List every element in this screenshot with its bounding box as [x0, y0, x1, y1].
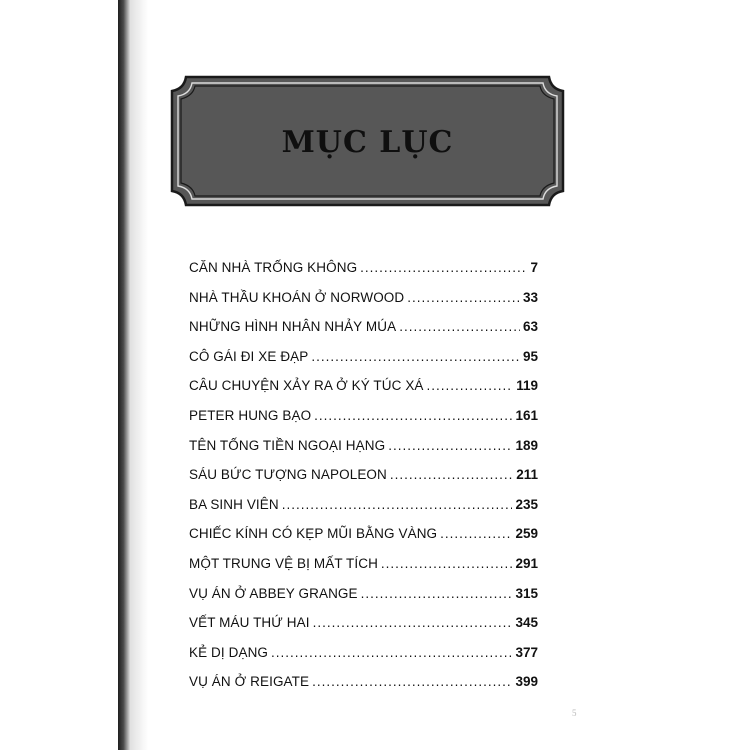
toc-entry-page: 399: [515, 674, 538, 690]
toc-entry[interactable]: [189, 378, 538, 408]
toc-entry[interactable]: [189, 615, 538, 645]
toc-entry-page: 235: [515, 496, 538, 512]
toc-leader-dots: [388, 438, 512, 453]
toc-leader-dots: [282, 497, 513, 512]
toc-entry[interactable]: [189, 645, 538, 675]
toc-entry-title: NHỮNG HÌNH NHÂN NHẢY MÚA: [189, 319, 397, 335]
toc-entry-title: VẾT MÁU THỨ HAI: [189, 615, 310, 631]
toc-leader-dots: [361, 586, 513, 601]
toc-leader-dots: [399, 319, 520, 334]
book-spine: [118, 0, 130, 750]
toc-entry-title: NHÀ THẦU KHOÁN Ở NORWOOD: [189, 289, 405, 305]
toc-entry-page: 33: [522, 289, 538, 305]
toc-entry-page: 189: [515, 437, 538, 453]
toc-entry[interactable]: [189, 674, 538, 704]
toc-entry-page: 377: [515, 644, 538, 660]
toc-leader-dots: [314, 408, 512, 423]
toc-leader-dots: [381, 556, 513, 571]
toc-entry-page: 7: [530, 260, 538, 275]
toc-leader-dots: [311, 349, 520, 364]
toc-entry-page: 259: [515, 526, 538, 542]
toc-entry-title: CHIẾC KÍNH CÓ KẸP MŨI BẰNG VÀNG: [189, 526, 438, 542]
toc-entry-title: MỘT TRUNG VỆ BỊ MẤT TÍCH: [189, 555, 378, 571]
toc-entry-title: VỤ ÁN Ở REIGATE: [189, 674, 310, 690]
spine-shadow: [130, 0, 148, 750]
toc-entry-page: 291: [515, 555, 538, 571]
toc-entry[interactable]: [189, 526, 538, 556]
table-of-contents: [189, 260, 538, 704]
title-banner: [170, 75, 565, 207]
toc-entry-page: 63: [522, 319, 538, 335]
toc-entry-title: KẺ DỊ DẠNG: [189, 644, 269, 660]
toc-entry-page: 211: [516, 467, 538, 483]
toc-entry[interactable]: [189, 319, 538, 349]
toc-entry-title: CĂN NHÀ TRỐNG KHÔNG: [189, 260, 358, 275]
toc-entry-page: 161: [515, 407, 538, 423]
toc-leader-dots: [313, 615, 513, 630]
toc-entry-title: SÁU BỨC TƯỢNG NAPOLEON: [189, 467, 387, 483]
toc-entry[interactable]: [189, 438, 538, 468]
toc-entry[interactable]: [189, 349, 538, 379]
toc-leader-dots: [312, 674, 512, 689]
toc-leader-dots: [440, 526, 512, 541]
toc-entry-title: CÂU CHUYỆN XẢY RA Ở KÝ TÚC XÁ: [189, 378, 424, 394]
toc-entry-title: BA SINH VIÊN: [189, 496, 279, 512]
toc-entry[interactable]: [189, 467, 538, 497]
toc-entry-title: CÔ GÁI ĐI XE ĐẠP: [189, 348, 309, 364]
toc-entry[interactable]: [189, 408, 538, 438]
toc-entry-title: VỤ ÁN Ở ABBEY GRANGE: [189, 585, 358, 601]
toc-entry-title: PETER HUNG BẠO: [189, 407, 312, 423]
toc-entry[interactable]: [189, 497, 538, 527]
toc-leader-dots: [407, 290, 520, 305]
page-title: MỤC LỤC: [281, 124, 454, 160]
toc-entry-title: TÊN TỐNG TIỀN NGOẠI HẠNG: [189, 437, 386, 453]
toc-leader-dots: [360, 260, 527, 275]
toc-entry-page: 95: [522, 348, 538, 364]
toc-leader-dots: [271, 645, 512, 660]
toc-entry-page: 315: [515, 585, 538, 601]
toc-entry[interactable]: [189, 556, 538, 586]
toc-entry[interactable]: [189, 586, 538, 616]
toc-entry[interactable]: [189, 260, 538, 290]
toc-leader-dots: [427, 378, 514, 393]
toc-entry-page: 345: [515, 615, 538, 631]
toc-entry[interactable]: [189, 290, 538, 320]
toc-leader-dots: [390, 467, 513, 482]
toc-entry-page: 119: [516, 378, 538, 394]
page-number: 5: [572, 708, 577, 718]
